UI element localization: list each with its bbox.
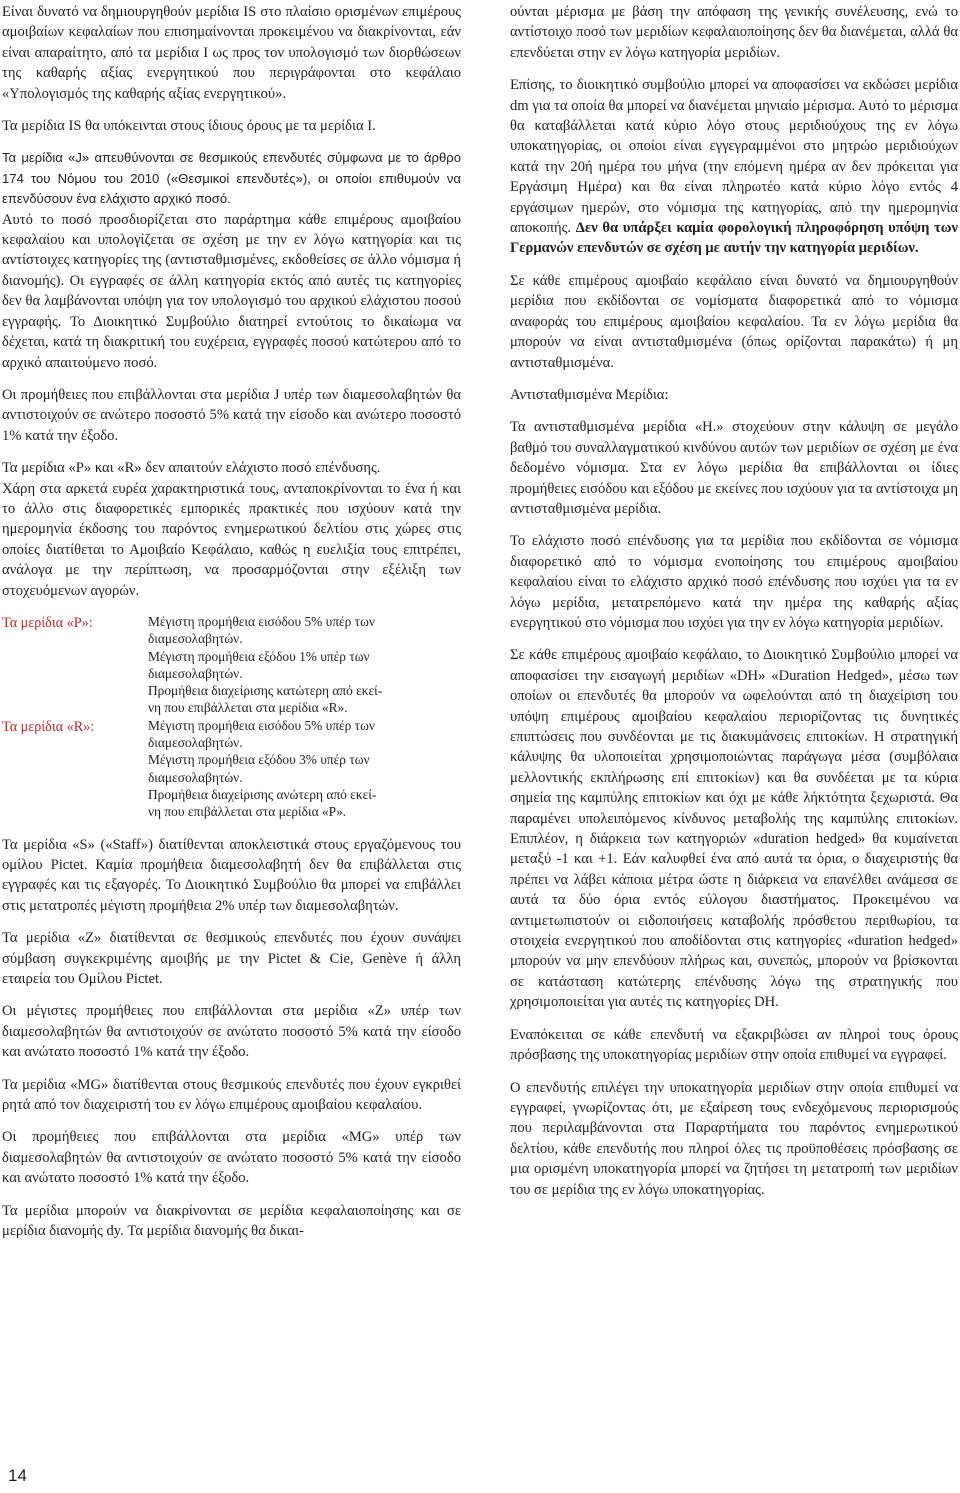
fee-line: διαμεσολαβητών. xyxy=(148,769,243,785)
paragraph-z-fees: Οι μέγιστες προμήθειες που επιβάλλονται στα μερίδια «Z» υπέρ των διαμεσολαβητών θα αντιστοιχούν σε ανώτατο ποσοστό 5% κατά την είσοδο και ανώτατο ποσοστό 1% κατά την έξοδο. xyxy=(2,1003,461,1061)
paragraph-p-r-minimum: Τα μερίδια «P» και «R» δεν απαιτούν ελάχιστο ποσό επένδυσης. xyxy=(2,460,381,477)
page-number: 14 xyxy=(8,1466,27,1485)
fee-label-r: Τα μερίδια «R»: xyxy=(2,718,95,735)
paragraph-z-shares: Τα μερίδια «Z» διατίθενται σε θεσμικούς επενδυτές που έχουν συνάψει σύμβαση συγκεκριμένης αμοιβής με την Pictet & Cie, Genève ή άλλη εταιρεία του Ομίλου Pictet. xyxy=(2,930,461,987)
fee-line: Προμήθεια διαχείρισης ανώτερη από εκεί- xyxy=(148,786,377,802)
fee-group-p xyxy=(2,613,461,717)
dm-shares-text: Επίσης, το διοικητικό συμβούλιο μπορεί να αποφασίσει να εκδώσει μερίδια dm για τα οποία θα μπορεί να διανέμεται μηνιαίο μέρισμα. Αυτό το μέρισμα θα καταβάλλεται κατά κύριο λόγο στους μεριδιούχους της εν λόγω υποκατηγορίας, οι οποίοι είναι εγγεγραμμένοι στο μητρώο μεριδιούχων κατά την 20ή ημέρα του μήνα (την επόμενη ημέρα αν δεν πρόκειται για Εργάσιμη Ημέρα) και θα είναι πληρωτέο κατά κύριο λόγο εντός 4 εργάσιμων ημερών, στο νόμισμα της κατηγορίας, από την ημερομηνία αποκοπής. xyxy=(510,77,958,237)
paragraph-currency-shares: Σε κάθε επιμέρους αμοιβαίο κεφάλαιο είναι δυνατό να δημιουργηθούν μερίδια που εκδίδονται σε νομίσματα διαφορετικά από το νόμισμα αναφοράς του επιμέρους αμοιβαίου κεφαλαίου. Τα εν λόγω μερίδια θα μπορούν να είναι αντισταθμισμένα (όπως ορίζονται παρακάτω) ή μη αντισταθμισμένα. xyxy=(510,272,958,371)
fee-line: διαμεσολαβητών. xyxy=(148,735,243,751)
paragraph-dividend: ούνται μέρισμα με βάση την απόφαση της γενικής συνέλευσης, ενώ το αντίστοιχο ποσό των μεριδίων κεφαλαιοποίησης δεν θα διανέμεται, αλλά θα επενδύεται στην εν λόγω κατηγορία μεριδίων. xyxy=(510,4,958,61)
right-column xyxy=(510,2,958,1212)
fee-list-p xyxy=(146,613,446,717)
paragraph-j-shares: Τα μερίδια «J» απευθύνονται σε θεσμικούς επενδυτές σύμφωνα με το άρθρο 174 του Νόμου του 2010 («Θεσμικοί επενδυτές»), οι οποίοι επιθυμούν να επενδύσουν ένα ελάχιστο αρχικό ποσό. xyxy=(2,150,461,207)
paragraph-hedged-shares: Τα αντισταθμισμένα μερίδια «H.» στοχεύουν στην κάλυψη σε μεγάλο βαθμό του συναλλαγματικού κινδύνου αυτών των μεριδίων σε σχέση με ένα δεδομένο νόμισμα. Στα εν λόγω μερίδια θα επιβάλλονται οι ίδιες προμήθειες εισόδου και εξόδου με εκείνες που ισχύουν για τα αντίστοιχα μη αντισταθμισμένα μερίδια. xyxy=(510,419,958,517)
fee-line: Μέγιστη προμήθεια εισόδου 5% υπέρ των xyxy=(148,613,375,629)
paragraph-mg-shares: Τα μερίδια «MG» διατίθενται στους θεσμικούς επενδυτές που έχουν εγκριθεί ρητά από τον διαχειριστή του εν λόγω επιμέρους αμοιβαίου κεφαλαίου. xyxy=(2,1076,461,1113)
paragraph-is-terms: Τα μερίδια IS θα υπόκεινται στους ίδιους όρους με τα μερίδια I. xyxy=(2,118,376,135)
left-column xyxy=(2,2,461,1253)
paragraph-dm-shares xyxy=(510,75,958,259)
fee-label-p: Τα μερίδια «P»: xyxy=(2,614,93,631)
paragraph-j-fees: Οι προμήθειες που επιβάλλονται στα μερίδια J υπέρ των διαμεσολαβητών θα αντιστοιχούν σε ανώτερο ποσοστό 5% κατά την είσοδο και ανώτερο ποσοστό 1% κατά την έξοδο. xyxy=(2,386,461,444)
paragraph-is-shares: Είναι δυνατό να δημιουργηθούν μερίδια IS στο πλαίσιο ορισμένων επιμέρους αμοιβαίων κεφαλαίων που επισημαίνονται προκειμένου να διακρίνονται, εάν είναι απαραίτητο, από τα μερίδια I ως προς τον υπολογισμό των διορθώσεων της καθαρής αξίας ενεργητικού που περιγράφονται στο κεφάλαιο «Υπολογισμός της καθαρής αξίας ενεργητικού». xyxy=(2,4,461,102)
fee-line: διαμεσολαβητών. xyxy=(148,665,243,681)
paragraph-minimum-amount: Αυτό το ποσό προσδιορίζεται στο παράρτημα κάθε επιμέρους αμοιβαίου κεφαλαίου και υπολογίζεται σε σχέση με την εν λόγω κατηγορία και τις αντίστοιχες κατηγορίες της (αντισταθμισμένες, εκδοθείσες σε άλλο νόμισμα ή διανομής). Οι εγγραφές σε άλλη κατηγορία εκτός από αυτές τις κατηγορίες δεν θα λαμβάνονται υπόψη για τον υπολογισμό του αρχικού ελάχιστου ποσού εγγραφής. Το Διοικητικό Συμβούλιο διατηρεί εντούτοις το δικαίωμα να δέχεται, κατά τη διακριτική του ευχέρεια, εγγραφές ποσού κατώτερου από το αρχικό απαιτούμενο ποσό. xyxy=(2,211,461,371)
paragraph-p-r-characteristics: Χάρη στα αρκετά ευρέα χαρακτηριστικά τους, ανταποκρίνονται το ένα ή και το άλλο στις διαφορετικές εμπορικές πρακτικές που ισχύουν κατά την ημερομηνία έκδοσης του παρόντος ενημερωτικού δελτίου στις χώρες στις οποίες διατίθεται το Αμοιβαίο Κεφάλαιο, καθώς η ευελιξία τους επιτρέπει, ανάλογα με την περίπτωση, να προσαρμόζονται στην εξέλιξη των στοχευόμενων αγορών. xyxy=(2,480,461,599)
paragraph-s-shares: Τα μερίδια «S» («Staff») διατίθενται αποκλειστικά στους εργαζόμενους του ομίλου Pictet. Καμία προμήθεια διαμεσολαβητή δεν θα επιβάλλεται στις εγγραφές και τις εξαγορές. Το Διοικητικό Συμβούλιο θα μπορεί να επιβάλλει στις μετατροπές μέγιστη προμήθεια 2% υπέρ των διαμεσολαβητών. xyxy=(2,836,461,914)
paragraph-investor-verification: Εναπόκειται σε κάθε επενδυτή να εξακριβώσει αν πληροί τους όρους πρόσβασης της υποκατηγορίας μεριδίων στην οποία επιθυμεί να εγγραφεί. xyxy=(510,1026,958,1064)
fees-table xyxy=(2,613,461,821)
fee-group-r xyxy=(2,717,461,821)
paragraph-minimum-investment: Το ελάχιστο ποσό επένδυσης για τα μερίδια που εκδίδονται σε νόμισμα διαφορετικό από το νόμισμα ενοποίησης του επιμέρους αμοιβαίου κεφαλαίου είναι το ελάχιστο αρχικό ποσό επένδυσης που ισχύει για τα εν λόγω μερίδια, μετατρεπόμενο κατά την ημέρα της καθαρής αξίας ενεργητικού στο νόμισμα που ισχύει για την εν λόγω κατηγορία μεριδίων. xyxy=(510,533,958,631)
german-investors-notice: Δεν θα υπάρξει καμία φορολογική πληροφόρηση υπόψη των Γερμανών επενδυτών σε σχέση με αυτήν την κατηγορία μεριδίων. xyxy=(510,220,958,257)
paragraph-duration-hedged: Σε κάθε επιμέρους αμοιβαίο κεφάλαιο, το Διοικητικό Συμβούλιο μπορεί να αποφασίσει την εισαγωγή μεριδίων «DH» «Duration Hedged», μέσω των οποίων οι επενδυτές θα μπορούν να ωφελούνται από τη διαχείριση του υπόψη επιμέρους αμοιβαίου κεφαλαίου περιορίζοντας τις δυνητικές επιπτώσεις που συνδέονται με τις διακυμάνσεις επιτοκίων. Η στρατηγική κάλυψης θα υλοποιείται χρησιμοποιώντας παράγωγα μέσα (συμβόλαια μελλοντικής εκπλήρωσης επί επιτοκίων) και θα συνδέεται με τα κύρια σημεία της καμπύλης επιτοκίων και όχι με κάθε λήκτότητα ξεχωριστά. Θα παραμένει υπολειπόμενος κίνδυνος μεταβολής της καμπύλης επιτοκίων. Επιπλέον, η διάρκεια των κατηγοριών «duration hedged» θα κυμαίνεται μεταξύ -1 και +1. Εάν καλυφθεί ένα από αυτά τα όρια, ο διαχειριστής θα πρέπει να λάβει κάποια μέτρα ώστε η διάρκεια να επανέλθει ανάμεσα σε αυτά τα δύο όρια εντός εύλογου διαστήματος. Προκειμένου να αντιμετωπιστούν οι ειδοποιήσεις καταβολής πρόσθετου περιθωρίου, τα στοιχεία ενεργητικού που αποδίδονται στις κατηγορίες «duration hedged» μπορούν να μην επενδύουν πλήρως και, συνεπώς, μπορούν να βρίσκονται σε κατάσταση κατώτερης επένδυσης λόγω της στρατηγικής που χρησιμοποιείται για αυτές τις κατηγορίες DH. xyxy=(510,647,958,1011)
fee-line: νη που επιβάλλεται στα μερίδια «R». xyxy=(148,700,348,716)
fee-line: νη που επιβάλλεται στα μερίδια «P». xyxy=(148,804,347,820)
paragraph-mg-fees: Οι προμήθειες που επιβάλλονται στα μερίδια «MG» υπέρ των διαμεσολαβητών θα αντιστοιχούν σε ανώτατο ποσοστό 5% κατά την είσοδο και ανώτατο ποσοστό 1% κατά την έξοδο. xyxy=(2,1129,461,1187)
hedged-shares-heading: Αντισταθμισμένα Μερίδια: xyxy=(510,386,669,403)
fee-line: Μέγιστη προμήθεια εξόδου 1% υπέρ των xyxy=(148,648,370,664)
fee-line: Μέγιστη προμήθεια εισόδου 5% υπέρ των xyxy=(148,717,375,733)
fee-line: Προμήθεια διαχείρισης κατώτερη από εκεί- xyxy=(148,683,383,699)
paragraph-distribution-shares: Τα μερίδια μπορούν να διακρίνονται σε μερίδια κεφαλαιοποίησης και σε μερίδια διανομής dy. Τα μερίδια διανομής θα δικαι- xyxy=(2,1202,461,1240)
paragraph-subcategory-choice: Ο επενδυτής επιλέγει την υποκατηγορία μεριδίων στην οποία επιθυμεί να εγγραφεί, γνωρίζοντας ότι, με εξαίρεση τους ενδεχόμενους περιορισμούς που περιλαμβάνονται στα Παραρτήματα του παρόντος ενημερωτικού δελτίου, κάθε επενδυτής που πληροί όλες τις προϋποθέσεις πρόσβασης σε μια ορισμένη υποκατηγορία μπορεί να ζητήσει τη μετατροπή των μεριδίων του σε μερίδια της εν λόγω υποκατηγορίας. xyxy=(510,1079,958,1198)
fee-line: Μέγιστη προμήθεια εξόδου 3% υπέρ των xyxy=(148,752,370,768)
fee-list-r xyxy=(146,717,446,821)
fee-line: διαμεσολαβητών. xyxy=(148,631,243,647)
